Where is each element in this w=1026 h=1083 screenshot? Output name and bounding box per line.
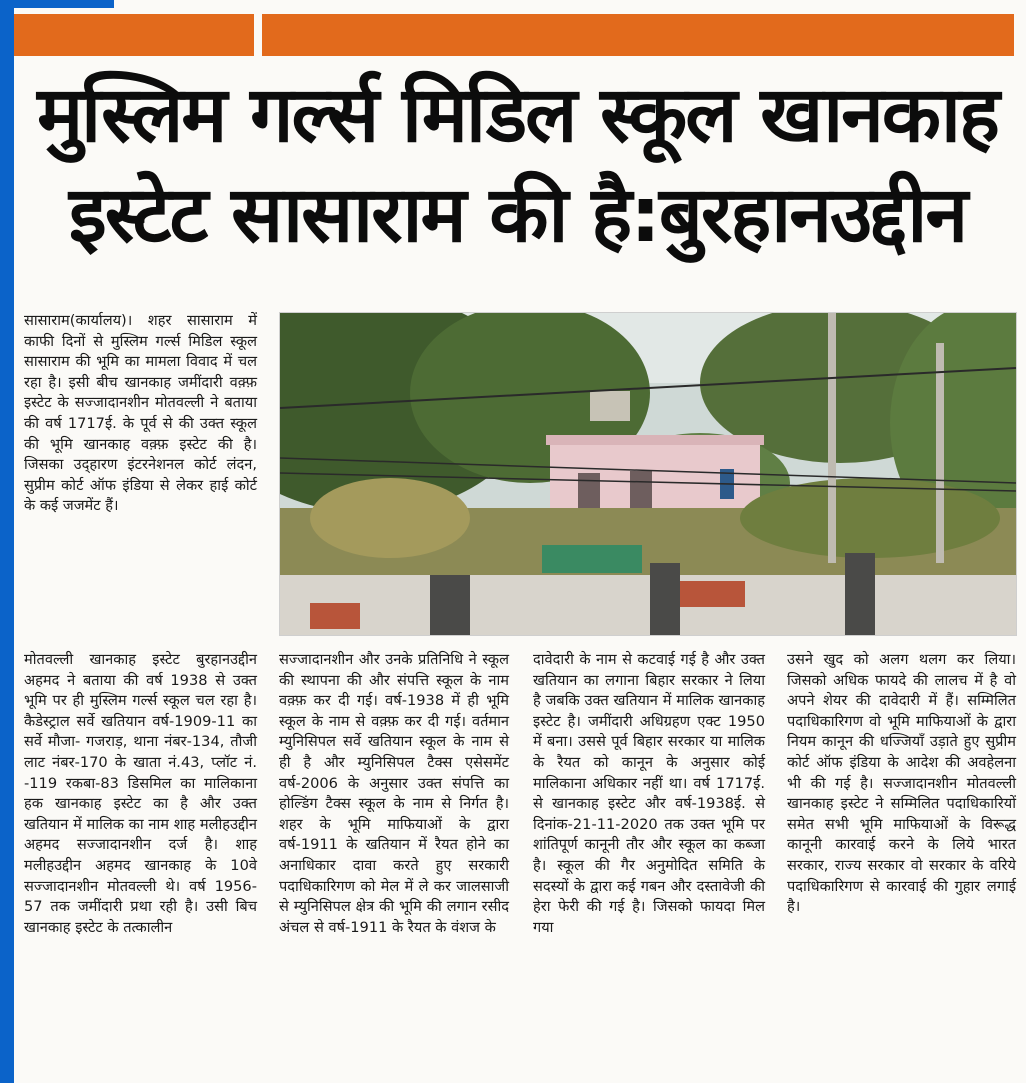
top-accent-bar <box>14 0 114 8</box>
article-headline: मुस्लिम गर्ल्स मिडिल स्कूल खानकाह इस्टेट सासाराम की है:बुरहानउद्दीन <box>37 71 998 260</box>
photo-illustration <box>280 313 1016 635</box>
article-column-2: सज्जादानशीन और उनके प्रतिनिधि ने स्कूल की स्थापना की और संपत्ति स्कूल के नाम वक़्फ़ कर दी गई। वर्ष-1938 में ही भूमि स्कूल के नाम से वक़्फ़ कर दी गई। वर्तमान म्युनिसिपल सर्वे खतियान स्कूल के नाम से ही है और म्युनिसिपल टैक्स एसेसमेंट वर्ष-2006 के अनुसार उक्त संपत्ति का होल्डिंग टैक्स स्कूल के नाम से निर्गत है। शहर के भूमि माफियाओं के द्वारा वर्ष-1911 के खतियान में रैयत होने का अनाधिकार दावा करते हुए सरकारी पदाधिकारिगण को मेल में ले कर जालसाजी से म्युनिसिपल क्षेत्र की भूमि की लगान रसीद अंचल से वर्ष-1911 के रैयत के वंशज के <box>279 651 509 936</box>
orange-banner-right <box>262 14 1014 56</box>
orange-banner-left <box>14 14 254 56</box>
article-column-1-top: सासाराम(कार्यालय)। शहर सासाराम में काफी दिनों से मुस्लिम गर्ल्स मिडिल स्कूल सासाराम की भूमि का मामला विवाद में चल रहा है। इसी बीच खानकाह जमींदारी वक़्फ़ इस्टेट के सज्जादानशीन मोतवल्ली ने बताया की वर्ष 1717ई. के पूर्व से की उक्त स्कूल की भूमि खानकाह वक़्फ़ इस्टेट की है। जिसका उद्हारण इंटरनेशनल कोर्ट लंदन, सुप्रीम कोर्ट ऑफ इंडिया से लेकर हाई कोर्ट के कई जजमेंट हैं। <box>24 312 257 515</box>
left-accent-bar <box>0 0 14 1083</box>
article-column-3: दावेदारी के नाम से कटवाई गई है और उक्त खतियान का लगाना बिहार सरकार ने लिया है जबकि उक्त खतियान में मालिक खानकाह इस्टेट है। जमींदारी अधिग्रहण एक्ट 1950 में बना। उससे पूर्व बिहार सरकार या मालिक के रैयत को कानून के अनुसार कोई मालिकाना अधिकार नहीं था। वर्ष 1717ई. से खानकाह इस्टेट और वर्ष-1938ई. से दिनांक-21-11-2020 तक उक्त भूमि पर शांतिपूर्ण कानूनी तौर और स्कूल का कब्जा है। स्कूल की गैर अनुमोदित समिति के सदस्यों के द्वारा कई गबन और दस्तावेजी की हेरा फेरी की गई है। जिसको फायदा मिल गया <box>533 651 765 936</box>
article-column-4: उसने खुद को अलग थलग कर लिया। जिसको अधिक फायदे की लालच में है वो अपने शेयर की दावेदारी में हैं। सम्मिलित पदाधिकारिगण वो भूमि माफियाओं के द्वारा नियम कानून की धज्जियाँ उड़ाते हुए सुप्रीम कोर्ट ऑफ इंडिया के आदेश की अवहेलना भी की गई है। सज्जादानशीन मोतवल्ली खानकाह इस्टेट ने सम्मिलित पदाधिकारियों समेत सभी भूमि माफियाओं के विरूद्ध कानूनी कारवाई करने के लिये भारत सरकार, राज्य सरकार वो सरकार के वरिये पदाधिकारिगण से कारवाई की गुहार लगाई है। <box>787 651 1016 916</box>
school-building-photo <box>279 312 1017 636</box>
article-column-1-bottom: मोतवल्ली खानकाह इस्टेट बुरहानउद्दीन अहमद ने बताया की वर्ष 1938 से उक्त भूमि पर ही मुस्लिम गर्ल्स स्कूल चल रहा है। कैडेस्ट्राल सर्वे खतियान वर्ष-1909-11 का सर्वे मौजा- गजराड़, थाना नंबर-134, तौजी लाट नंबर-170 के खाता नं.43, प्लॉट नं. -119 रकबा-83 डिसमिल का मालिकाना हक खानकाह इस्टेट का है और उक्त खतियान में मालिक का नाम शाह मलीहउद्दीन अहमद सज्जादानशीन दर्ज है। शाह मलीहउद्दीन अहमद खानकाह के 10वे सज्जादानशीन मोतवल्ली थे। वर्ष 1956-57 तक जमींदारी प्रथा रही है। उसी बिच खानकाह इस्टेट के तत्कालीन <box>24 651 257 936</box>
